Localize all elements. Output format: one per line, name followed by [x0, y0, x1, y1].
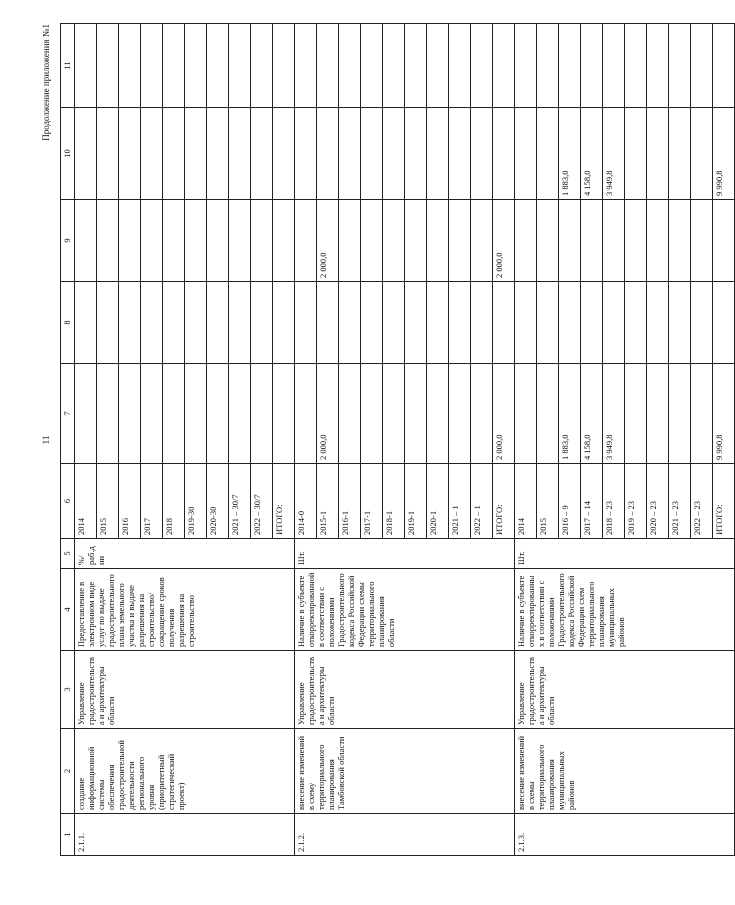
indicator-cell: Предоставление в электронном виде услуг по выдаче градостроительного плана земельного участка и выдаче разрешения на строительство/ сокращение сроков получения разрешения на строительство — [75, 569, 295, 651]
value-cell — [647, 282, 669, 364]
value-cell — [361, 24, 383, 108]
value-cell — [317, 108, 339, 200]
value-cell — [361, 108, 383, 200]
value-cell — [317, 24, 339, 108]
value-cell — [669, 364, 691, 464]
year-cell: 2017-1 — [361, 464, 383, 539]
value-cell: 9 990,8 — [713, 364, 735, 464]
value-cell — [141, 24, 163, 108]
value-cell — [515, 108, 537, 200]
value-cell — [361, 200, 383, 282]
value-cell — [559, 200, 581, 282]
section-number: 2.1.1. — [75, 814, 295, 856]
value-cell: 1 883,0 — [559, 108, 581, 200]
unit-cell: %/раб.дни — [75, 539, 295, 569]
value-cell — [273, 282, 295, 364]
value-cell — [471, 108, 493, 200]
column-number-8: 8 — [61, 282, 75, 364]
value-cell — [383, 282, 405, 364]
value-cell — [713, 282, 735, 364]
value-cell: 2 000,0 — [317, 200, 339, 282]
year-cell: 2015-1 — [317, 464, 339, 539]
value-cell — [185, 364, 207, 464]
value-cell — [97, 108, 119, 200]
value-cell — [427, 108, 449, 200]
value-cell — [471, 364, 493, 464]
value-cell — [339, 364, 361, 464]
value-cell — [449, 364, 471, 464]
value-cell — [515, 282, 537, 364]
value-cell — [119, 24, 141, 108]
year-cell: 2020-1 — [427, 464, 449, 539]
value-cell — [163, 24, 185, 108]
value-cell — [449, 200, 471, 282]
year-cell: 2016 – 9 — [559, 464, 581, 539]
value-cell — [119, 282, 141, 364]
executor-cell: Управление градостроительства и архитектуры области — [295, 651, 515, 729]
value-cell — [383, 200, 405, 282]
value-cell — [647, 364, 669, 464]
value-cell — [625, 200, 647, 282]
value-cell — [141, 364, 163, 464]
year-cell: 2018 — [163, 464, 185, 539]
year-cell: 2019-1 — [405, 464, 427, 539]
value-cell — [405, 108, 427, 200]
value-cell — [559, 24, 581, 108]
year-cell: 2015 — [537, 464, 559, 539]
value-cell — [163, 200, 185, 282]
value-cell: 2 000,0 — [493, 200, 515, 282]
value-cell — [537, 24, 559, 108]
value-cell — [295, 282, 317, 364]
continuation-label: Продолжение приложения №1 — [41, 24, 51, 141]
section-number: 2.1.2. — [295, 814, 515, 856]
table-row — [515, 24, 537, 856]
column-number-10: 10 — [61, 108, 75, 200]
value-cell — [691, 108, 713, 200]
value-cell — [361, 282, 383, 364]
value-cell — [405, 282, 427, 364]
value-cell — [537, 200, 559, 282]
value-cell — [119, 108, 141, 200]
value-cell — [229, 282, 251, 364]
unit-cell: Шт. — [515, 539, 735, 569]
value-cell — [97, 282, 119, 364]
year-cell: 2017 – 14 — [581, 464, 603, 539]
value-cell — [405, 200, 427, 282]
value-cell — [75, 364, 97, 464]
value-cell — [625, 282, 647, 364]
value-cell — [383, 108, 405, 200]
value-cell: 3 949,8 — [603, 108, 625, 200]
column-number-11: 11 — [61, 24, 75, 108]
rotated-page — [40, 24, 724, 856]
value-cell — [185, 200, 207, 282]
year-cell: 2016-1 — [339, 464, 361, 539]
value-cell — [647, 24, 669, 108]
value-cell: 2 000,0 — [317, 364, 339, 464]
value-cell — [339, 108, 361, 200]
value-cell — [449, 108, 471, 200]
value-cell — [625, 24, 647, 108]
value-cell — [405, 24, 427, 108]
value-cell — [471, 24, 493, 108]
value-cell — [537, 282, 559, 364]
value-cell — [537, 364, 559, 464]
value-cell — [207, 108, 229, 200]
table-row — [295, 24, 317, 856]
value-cell — [229, 108, 251, 200]
column-number-3: 3 — [61, 651, 75, 729]
value-cell — [185, 108, 207, 200]
value-cell — [207, 24, 229, 108]
value-cell — [669, 282, 691, 364]
year-cell: 2020 – 23 — [647, 464, 669, 539]
value-cell — [625, 364, 647, 464]
value-cell — [207, 364, 229, 464]
year-cell: 2014 — [75, 464, 97, 539]
value-cell — [493, 24, 515, 108]
value-cell: 4 158,0 — [581, 108, 603, 200]
value-cell — [603, 24, 625, 108]
value-cell — [207, 200, 229, 282]
value-cell — [273, 24, 295, 108]
value-cell — [669, 24, 691, 108]
indicator-cell: Наличие в субъекте откорректированных в соответствии с положениями Градостроительного кодекса Российской Федерации схем территориального планирования муниципальных районов — [515, 569, 735, 651]
column-number-9: 9 — [61, 200, 75, 282]
section-name: создание информационной системы обеспечения градостроительной деятельности регионального уровня (приоритетный стратегический проект) — [75, 729, 295, 814]
value-cell — [713, 200, 735, 282]
value-cell — [295, 108, 317, 200]
value-cell: 4 158,0 — [581, 364, 603, 464]
table-row — [75, 24, 97, 856]
column-number-5: 5 — [61, 539, 75, 569]
section-number: 2.1.3. — [515, 814, 735, 856]
value-cell — [713, 24, 735, 108]
value-cell: 9 990,8 — [713, 108, 735, 200]
section-name: внесение изменений в схемы территориального планирования муниципальных районов — [515, 729, 735, 814]
value-cell — [185, 24, 207, 108]
column-number-2: 2 — [61, 729, 75, 814]
value-cell — [691, 200, 713, 282]
value-cell: 2 000,0 — [493, 364, 515, 464]
value-cell — [493, 282, 515, 364]
value-cell — [515, 200, 537, 282]
year-cell: 2014 — [515, 464, 537, 539]
value-cell — [119, 200, 141, 282]
value-cell — [75, 24, 97, 108]
value-cell — [229, 24, 251, 108]
value-cell — [361, 364, 383, 464]
executor-cell: Управление градостроительства и архитектуры области — [75, 651, 295, 729]
page-number: 11 — [41, 435, 51, 445]
column-number-7: 7 — [61, 364, 75, 464]
value-cell — [581, 282, 603, 364]
value-cell — [603, 282, 625, 364]
value-cell — [383, 24, 405, 108]
value-cell — [251, 282, 273, 364]
value-cell — [427, 364, 449, 464]
value-cell — [273, 364, 295, 464]
value-cell — [251, 364, 273, 464]
value-cell — [669, 108, 691, 200]
value-cell — [471, 282, 493, 364]
value-cell — [449, 282, 471, 364]
value-cell — [295, 24, 317, 108]
value-cell — [537, 108, 559, 200]
value-cell — [295, 200, 317, 282]
unit-cell: Шт. — [295, 539, 515, 569]
value-cell — [449, 24, 471, 108]
year-cell: 2018-1 — [383, 464, 405, 539]
value-cell — [405, 364, 427, 464]
value-cell — [75, 200, 97, 282]
value-cell — [339, 282, 361, 364]
year-cell: 2020-30 — [207, 464, 229, 539]
value-cell — [691, 282, 713, 364]
value-cell — [185, 282, 207, 364]
year-cell: 2022 – 23 — [691, 464, 713, 539]
value-cell — [141, 108, 163, 200]
column-number-6: 6 — [61, 464, 75, 539]
value-cell — [625, 108, 647, 200]
year-cell: 2022 – 30/7 — [251, 464, 273, 539]
value-cell — [317, 282, 339, 364]
section-name: внесение изменений в схему территориального планирования Тамбовской области — [295, 729, 515, 814]
value-cell — [339, 200, 361, 282]
executor-cell: Управление градостроительства и архитектуры области — [515, 651, 735, 729]
year-cell: ИТОГО: — [273, 464, 295, 539]
value-cell — [163, 282, 185, 364]
value-cell — [559, 282, 581, 364]
value-cell — [229, 200, 251, 282]
value-cell — [603, 200, 625, 282]
value-cell — [207, 282, 229, 364]
value-cell — [273, 200, 295, 282]
value-cell — [141, 282, 163, 364]
year-cell: 2014-0 — [295, 464, 317, 539]
year-cell: 2015 — [97, 464, 119, 539]
value-cell — [163, 364, 185, 464]
value-cell — [339, 24, 361, 108]
value-cell: 3 949,8 — [603, 364, 625, 464]
value-cell — [493, 108, 515, 200]
column-number-4: 4 — [61, 569, 75, 651]
value-cell — [647, 200, 669, 282]
value-cell: 1 883,0 — [559, 364, 581, 464]
year-cell: 2016 — [119, 464, 141, 539]
value-cell — [229, 364, 251, 464]
value-cell — [647, 108, 669, 200]
value-cell — [273, 108, 295, 200]
value-cell — [669, 200, 691, 282]
value-cell — [581, 200, 603, 282]
value-cell — [97, 200, 119, 282]
value-cell — [119, 364, 141, 464]
column-number-row — [61, 24, 75, 856]
value-cell — [427, 200, 449, 282]
value-cell — [471, 200, 493, 282]
value-cell — [75, 282, 97, 364]
year-cell: 2021 – 1 — [449, 464, 471, 539]
value-cell — [383, 364, 405, 464]
value-cell — [75, 108, 97, 200]
value-cell — [581, 24, 603, 108]
year-cell: 2021 – 23 — [669, 464, 691, 539]
indicator-cell: Наличие в субъекте откорректированной в соответствии с положениями Градостроительного кодекса Российской Федерации схемы территориального планирования области — [295, 569, 515, 651]
year-cell: 2019-30 — [185, 464, 207, 539]
column-number-1: 1 — [61, 814, 75, 856]
year-cell: 2017 — [141, 464, 163, 539]
value-cell — [97, 364, 119, 464]
value-cell — [691, 364, 713, 464]
year-cell: 2018 – 23 — [603, 464, 625, 539]
value-cell — [251, 24, 273, 108]
value-cell — [163, 108, 185, 200]
value-cell — [427, 282, 449, 364]
value-cell — [515, 364, 537, 464]
year-cell: ИТОГО: — [713, 464, 735, 539]
value-cell — [251, 108, 273, 200]
value-cell — [515, 24, 537, 108]
year-cell: 2021 – 30/7 — [229, 464, 251, 539]
year-cell: 2019 – 23 — [625, 464, 647, 539]
value-cell — [691, 24, 713, 108]
value-cell — [295, 364, 317, 464]
value-cell — [97, 24, 119, 108]
value-cell — [251, 200, 273, 282]
value-cell — [427, 24, 449, 108]
year-cell: 2022 – 1 — [471, 464, 493, 539]
value-cell — [141, 200, 163, 282]
program-table — [60, 23, 735, 856]
year-cell: ИТОГО: — [493, 464, 515, 539]
